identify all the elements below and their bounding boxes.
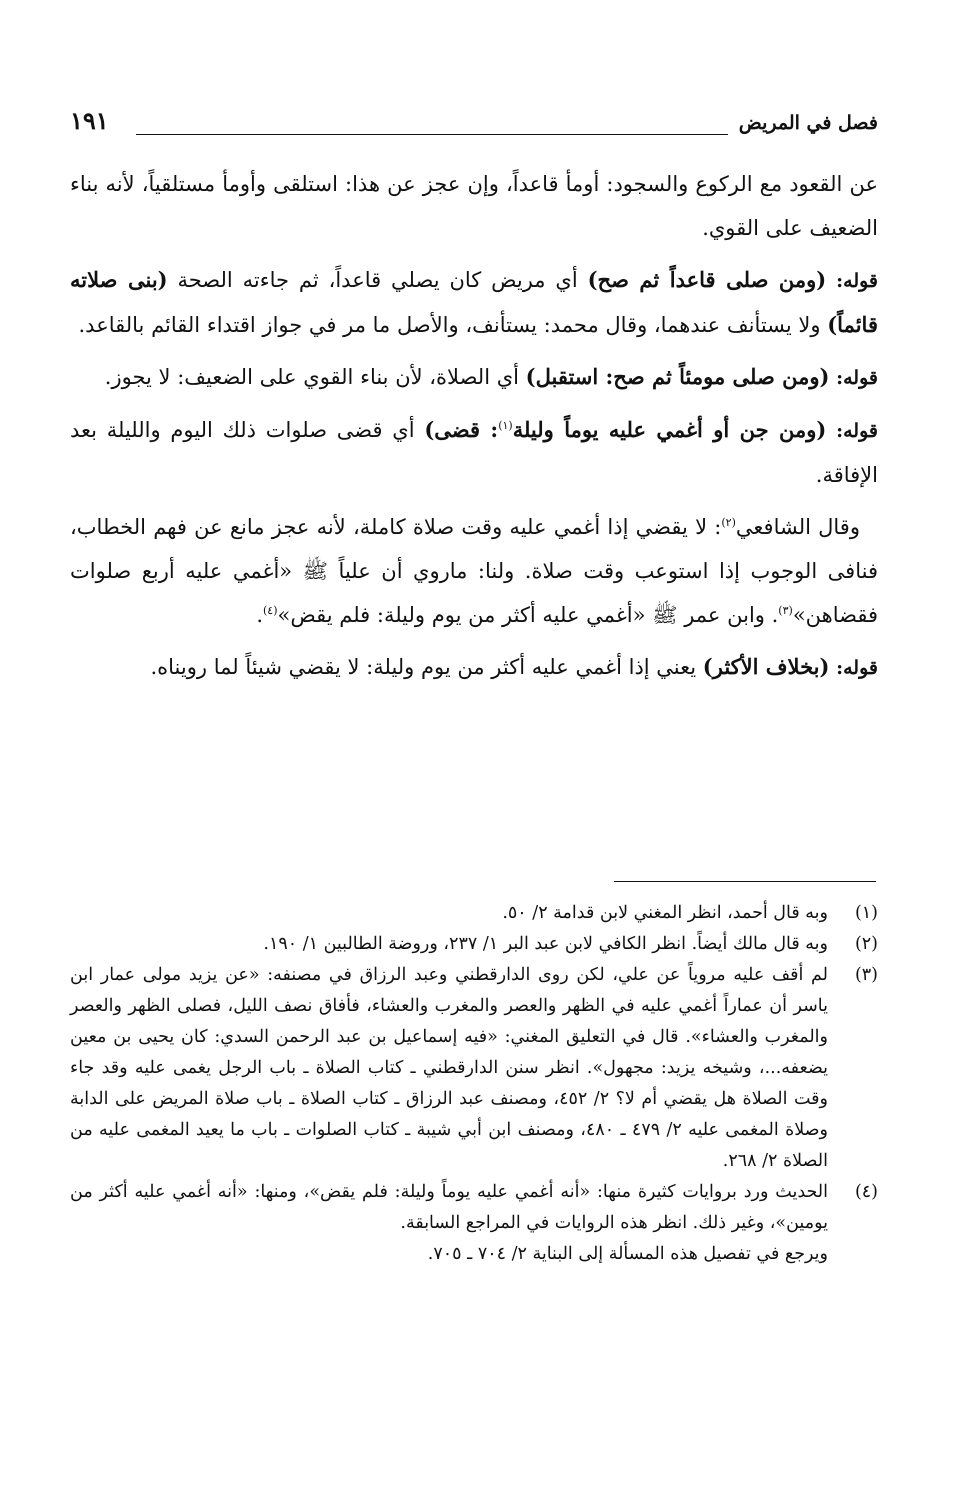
footnote-ref: (١)	[498, 419, 513, 432]
main-text	[70, 162, 878, 690]
footnote-text: وبه قال مالك أيضاً. انظر الكافي لابن عبد البر ١/ ٢٣٧، وروضة الطالبين ١/ ١٩٠.	[263, 934, 828, 954]
paragraph-text: . وابن عمر ﷺ «أغمي عليه أكثر من يوم وليلة: فلم يقض»	[277, 603, 779, 627]
paragraph-6	[70, 645, 878, 690]
matn-quote: (ومن صلى قاعداً ثم صح)	[587, 267, 827, 292]
paragraph-text: أي قضى صلوات ذلك اليوم والليلة بعد الإفاقة.	[70, 418, 878, 487]
paragraph-3	[70, 355, 878, 400]
paragraph-text: ولا يستأنف عندهما، وقال محمد: يستأنف، والأصل ما مر في جواز اقتداء القائم بالقاعد.	[78, 313, 828, 337]
paragraph-text: يعني إذا أغمي عليه أكثر من يوم وليلة: لا يقضي شيئاً لما رويناه.	[150, 655, 703, 679]
footnote-text: وبه قال أحمد، انظر المغني لابن قدامة ٢/ ٥٠.	[502, 903, 828, 923]
paragraph-text: : لا يقضي إذا أغمي عليه وقت صلاة كاملة، لأنه عجز مانع عن فهم الخطاب، فنافى الوجوب إذا استوعب وقت صلاة. ولنا: ماروي أن علياً ﷺ «أغمي عليه أربع صلوات فقضاهن»	[70, 515, 878, 627]
footnote-2	[70, 929, 878, 960]
footnote-4	[70, 1177, 878, 1239]
footnote-ref: (٢)	[721, 516, 736, 529]
paragraph-text: عن القعود مع الركوع والسجود: أومأ قاعداً، وإن عجز عن هذا: استلقى وأومأ مستلقياً، لأنه بناء الضعيف على القوي.	[70, 172, 878, 240]
footnote-text: الحديث ورد بروايات كثيرة منها: «أنه أغمي عليه يوماً وليلة: فلم يقض»، ومنها: «أنه أغمي عليه أكثر من يومين»، وغير ذلك. انظر هذه الروايات في المراجع السابقة.	[70, 1182, 828, 1233]
footnote-3	[70, 960, 878, 1177]
matn-quote: (ومن جن أو أغمي عليه يوماً وليلة	[512, 417, 827, 442]
paragraph-5	[70, 505, 878, 637]
footnote-ref: (٤)	[263, 604, 278, 617]
footnote-number: (٢)	[854, 934, 878, 954]
matn-quote: (ومن صلى مومئاً ثم صح: استقبل)	[525, 364, 830, 389]
matn-quote: : قضى)	[424, 417, 499, 442]
footnote-number: (١)	[854, 903, 878, 923]
page-header	[70, 106, 878, 146]
footnote-ref: (٣)	[778, 604, 793, 617]
keyword-qawluhu: قوله:	[836, 420, 878, 442]
keyword-qawluhu: قوله:	[836, 367, 878, 389]
footnote-closing-note: ويرجع في تفصيل هذه المسألة إلى البناية ٢/ ٧٠٤ ـ ٧٠٥.	[427, 1244, 828, 1264]
paragraph-4	[70, 408, 878, 497]
paragraph-text: أي مريض كان يصلي قاعداً، ثم جاءته الصحة	[167, 268, 588, 292]
matn-quote: (بنى صلاته قائماً)	[70, 267, 878, 337]
footnote-text: لم أقف عليه مروياً عن علي، لكن روى الدارقطني وعبد الرزاق في مصنفه: «عن يزيد مولى عمار ابن ياسر أن عماراً أغمي عليه في الظهر والعصر والمغرب والعشاء، فأفاق نصف الليل، فصلى الظهر والعصر والمغرب والعشاء». قال في التعليق المغني: «فيه إسماعيل بن عبد الرحمن السدي: كان يحيى بن معين يضعفه...، وشيخه يزيد: مجهول». انظر سنن الدارقطني ـ كتاب الصلاة ـ باب الرجل يغمى عليه وقد جاء وقت الصلاة هل يقضي أم لا؟ ٢/ ٤٥٢، ومصنف عبد الرزاق ـ كتاب الصلاة ـ باب صلاة المريض على الدابة وصلاة المغمى عليه ٢/ ٤٧٩ ـ ٤٨٠، ومصنف ابن أبي شيبة ـ كتاب الصلوات ـ باب ما يعيد المغمى عليه من الصلاة ٢/ ٢٦٨.	[70, 965, 828, 1171]
header-rule	[136, 134, 728, 135]
footnotes	[70, 898, 878, 1270]
paragraph-text: .	[256, 603, 263, 627]
chapter-title: فصل في المريض	[738, 112, 878, 134]
footnote-number: (٤)	[854, 1182, 878, 1202]
paragraph-text: أي الصلاة، لأن بناء القوي على الضعيف: لا يجوز.	[104, 365, 526, 389]
keyword-qawluhu: قوله:	[836, 657, 878, 679]
footnote-1	[70, 898, 878, 929]
footnote-number: (٣)	[854, 965, 878, 985]
paragraph-1	[70, 162, 878, 250]
matn-quote: (بخلاف الأكثر)	[702, 654, 830, 679]
footnote-separator	[614, 881, 876, 882]
page-number: ١٩١	[70, 106, 109, 135]
keyword-qawluhu: قوله:	[836, 270, 879, 292]
paragraph-text: وقال الشافعي	[735, 515, 860, 539]
paragraph-2	[70, 258, 878, 347]
